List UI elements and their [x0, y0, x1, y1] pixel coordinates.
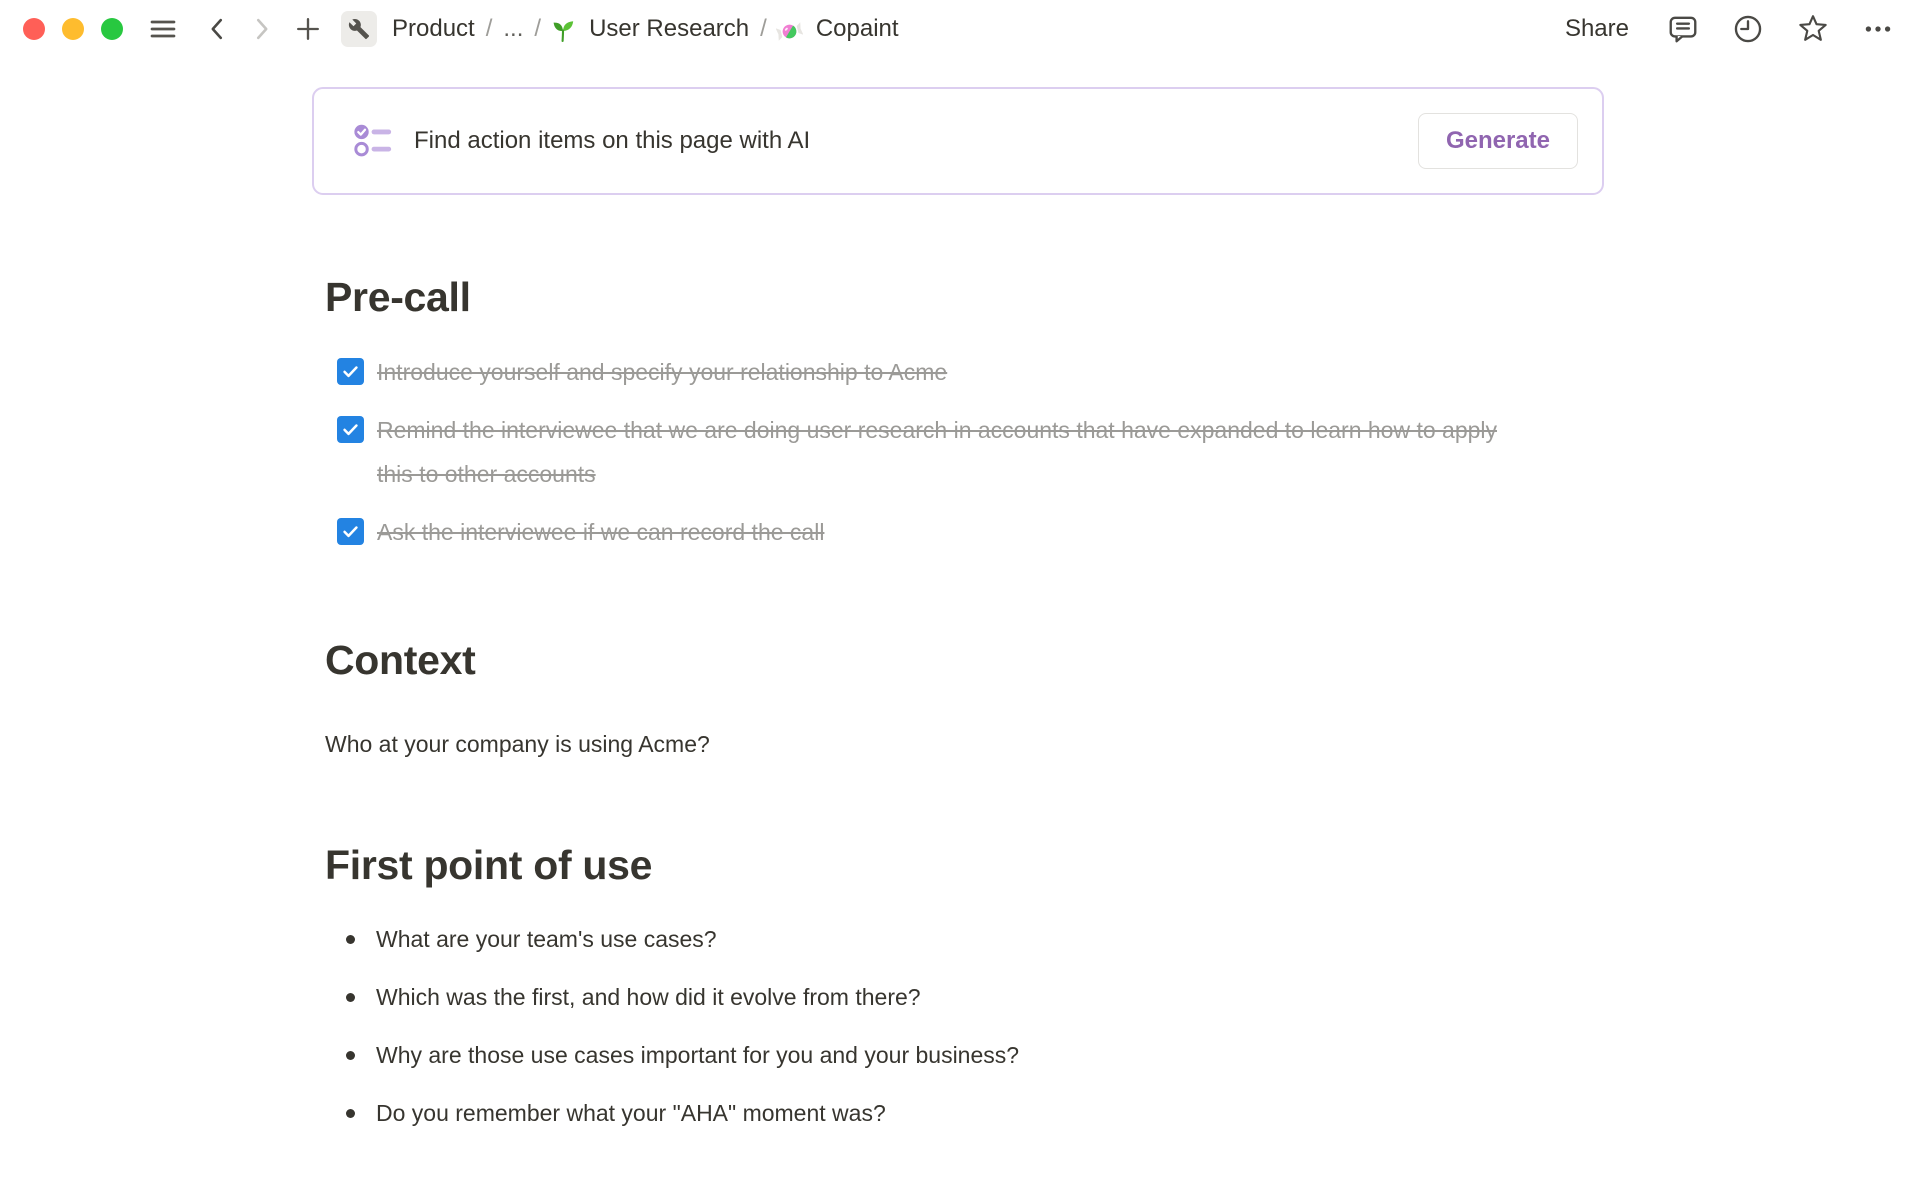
share-button[interactable]: Share: [1564, 15, 1629, 42]
history-button[interactable]: [1732, 13, 1764, 45]
chevron-left-icon: [203, 15, 231, 43]
todo-item: [325, 408, 1605, 496]
todo-checkbox-checked[interactable]: [337, 358, 364, 385]
zoom-window-button[interactable]: [101, 18, 123, 40]
back-button[interactable]: [201, 13, 233, 45]
breadcrumb-item-copaint[interactable]: Copaint: [815, 15, 899, 42]
list-item-text[interactable]: Which was the first, and how did it evolve from there?: [376, 984, 921, 1010]
ai-action-items-banner[interactable]: [312, 87, 1604, 195]
breadcrumb-collapsed[interactable]: ...: [503, 15, 524, 42]
bullet-dot: [346, 935, 355, 944]
bullet-dot: [346, 1109, 355, 1118]
close-window-button[interactable]: [23, 18, 45, 40]
todo-checkbox-checked[interactable]: [337, 518, 364, 545]
bullet-dot: [346, 1051, 355, 1060]
check-icon: [341, 362, 360, 381]
check-icon: [341, 522, 360, 541]
new-page-button[interactable]: [292, 13, 324, 45]
forward-button[interactable]: [246, 13, 278, 45]
todo-checkbox-checked[interactable]: [337, 416, 364, 443]
list-item[interactable]: [325, 917, 1605, 961]
clock-icon: [1732, 13, 1764, 45]
sidebar-toggle-button[interactable]: [147, 13, 179, 45]
comments-button[interactable]: [1667, 13, 1699, 45]
todo-text[interactable]: Introduce yourself and specify your relationship to Acme: [377, 359, 948, 385]
checklist-icon: [352, 120, 394, 162]
seedling-icon: [550, 18, 576, 44]
list-item-text[interactable]: Do you remember what your "AHA" moment was?: [376, 1100, 886, 1126]
section-heading-pre-call[interactable]: Pre-call: [325, 274, 471, 320]
topbar: [0, 0, 1920, 58]
favorite-button[interactable]: [1797, 13, 1829, 45]
more-button[interactable]: [1862, 13, 1894, 45]
todo-list: [325, 350, 1605, 554]
ai-banner-prompt: Find action items on this page with AI: [414, 127, 811, 154]
breadcrumb-item-product[interactable]: Product: [392, 15, 475, 42]
candy-icon: [776, 18, 803, 45]
todo-item: [325, 350, 1605, 394]
breadcrumb-separator: /: [534, 15, 542, 42]
list-item[interactable]: [325, 1091, 1605, 1135]
star-icon: [1797, 13, 1829, 45]
bullet-dot: [346, 993, 355, 1002]
window-controls: [23, 18, 123, 40]
todo-text[interactable]: Ask the interviewee if we can record the call: [377, 519, 825, 545]
section-heading-context[interactable]: Context: [325, 637, 476, 683]
hamburger-icon: [148, 14, 178, 44]
list-item-text[interactable]: What are your team's use cases?: [376, 926, 717, 952]
breadcrumb-separator: /: [485, 15, 493, 42]
minimize-window-button[interactable]: [62, 18, 84, 40]
breadcrumb-product-badge[interactable]: [341, 11, 377, 47]
generate-button[interactable]: Generate: [1418, 113, 1578, 169]
section-heading-first-point-of-use[interactable]: First point of use: [325, 842, 653, 888]
list-item[interactable]: [325, 975, 1605, 1019]
plus-icon: [294, 15, 322, 43]
check-icon: [341, 420, 360, 439]
bullet-list: [325, 917, 1605, 1135]
breadcrumb: [341, 11, 903, 47]
page-content: [325, 272, 1605, 1135]
todo-item: [325, 510, 1605, 554]
breadcrumb-separator: /: [760, 15, 767, 42]
comment-icon: [1667, 13, 1699, 45]
ellipsis-icon: [1862, 13, 1894, 45]
todo-text[interactable]: Remind the interviewee that we are doing user research in accounts that have expanded to learn how to apply this to other accounts: [377, 417, 1498, 487]
breadcrumb-item-user-research[interactable]: User Research: [589, 15, 750, 42]
paragraph[interactable]: Who at your company is using Acme?: [325, 731, 710, 757]
chevron-right-icon: [248, 15, 276, 43]
wrench-icon: [348, 18, 370, 40]
list-item[interactable]: [325, 1033, 1605, 1077]
list-item-text[interactable]: Why are those use cases important for you and your business?: [376, 1042, 1020, 1068]
